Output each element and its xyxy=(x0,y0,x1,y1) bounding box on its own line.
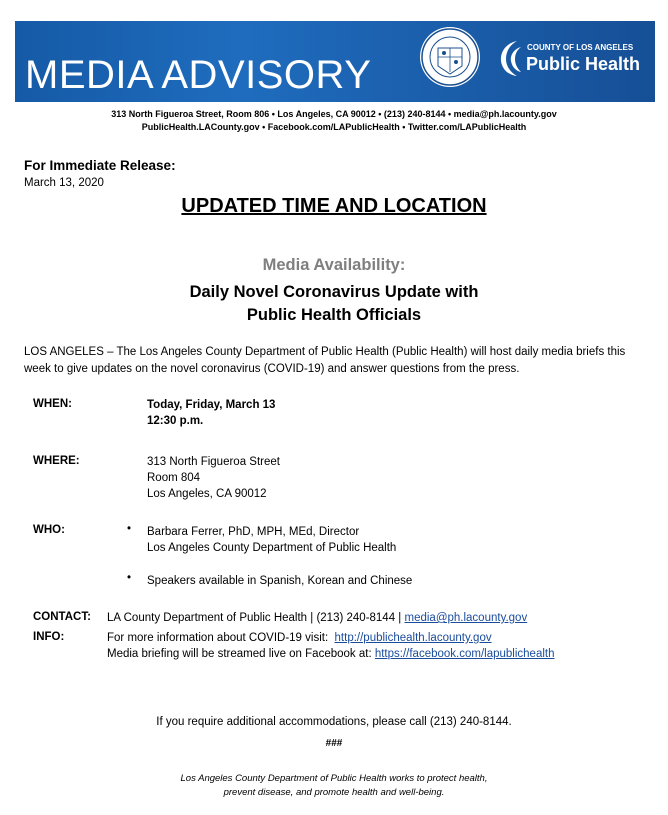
info-label: INFO: xyxy=(33,631,65,643)
header-banner xyxy=(15,21,655,102)
event-title-line-1: Daily Novel Coronavirus Update with xyxy=(189,283,479,301)
media-advisory-title: MEDIA ADVISORY xyxy=(25,53,372,97)
headline: UPDATED TIME AND LOCATION xyxy=(181,195,487,217)
logo-public-health-text: Public Health xyxy=(526,54,641,74)
contact-bar-line-2: PublicHealth.LACounty.gov • Facebook.com/LAPublicHealth • Twitter.com/LAPublicHealth xyxy=(141,122,527,132)
info-line-2 xyxy=(107,646,554,662)
who-speaker-department: Los Angeles County Department of Public Health xyxy=(147,542,397,554)
intro-paragraph: LOS ANGELES – The Los Angeles County Department of Public Health (Public Health) will host daily media briefs this week to give updates on the novel coronavirus (COVID-19) and answer questions from the press. xyxy=(24,346,626,375)
when-date: Today, Friday, March 13 xyxy=(147,399,276,411)
contact-bar-line-1: 313 North Figueroa Street, Room 806 • Los Angeles, CA 90012 • (213) 240-8144 • media@ph.lacounty.gov xyxy=(111,109,557,119)
county-seal-icon xyxy=(419,26,481,88)
contact-value xyxy=(107,610,527,626)
who-languages: Speakers available in Spanish, Korean and Chinese xyxy=(147,575,413,587)
mission-line-1: Los Angeles County Department of Public Health works to protect health, xyxy=(180,773,488,784)
when-time: 12:30 p.m. xyxy=(147,415,204,427)
event-title-line-2: Public Health Officials xyxy=(246,306,422,324)
when-label: WHEN: xyxy=(33,398,72,410)
contact-email-link[interactable]: media@ph.lacounty.gov xyxy=(404,612,528,624)
who-label: WHO: xyxy=(33,524,65,536)
mission-line-2: prevent disease, and promote health and well-being. xyxy=(223,787,445,798)
info-text-2: Media briefing will be streamed live on Facebook at: xyxy=(107,648,372,660)
subhead: Media Availability: xyxy=(262,256,406,274)
contact-label: CONTACT: xyxy=(33,611,91,623)
bullet-icon: • xyxy=(127,523,132,535)
who-speaker-name: Barbara Ferrer, PhD, MPH, MEd, Director xyxy=(147,526,360,538)
where-city: Los Angeles, CA 90012 xyxy=(147,488,267,500)
public-health-logo-icon xyxy=(495,37,525,79)
release-label: For Immediate Release: xyxy=(24,158,176,173)
bullet-icon: • xyxy=(127,572,132,584)
end-mark: ### xyxy=(325,738,343,749)
logo-county-text: COUNTY OF LOS ANGELES xyxy=(527,43,634,52)
mission-statement xyxy=(0,772,668,800)
info-line-1 xyxy=(107,630,492,646)
accommodations-note: If you require additional accommodations, please call (213) 240-8144. xyxy=(156,716,512,728)
release-date: March 13, 2020 xyxy=(24,177,104,189)
contact-text: LA County Department of Public Health | (213) 240-8144 | xyxy=(107,612,402,624)
info-website-link[interactable]: http://publichealth.lacounty.gov xyxy=(334,632,492,644)
info-facebook-link[interactable]: https://facebook.com/lapublichealth xyxy=(374,648,555,660)
where-room: Room 804 xyxy=(147,472,201,484)
where-label: WHERE: xyxy=(33,455,80,467)
info-text-1: For more information about COVID-19 visit: xyxy=(107,632,329,644)
where-street: 313 North Figueroa Street xyxy=(147,456,280,468)
